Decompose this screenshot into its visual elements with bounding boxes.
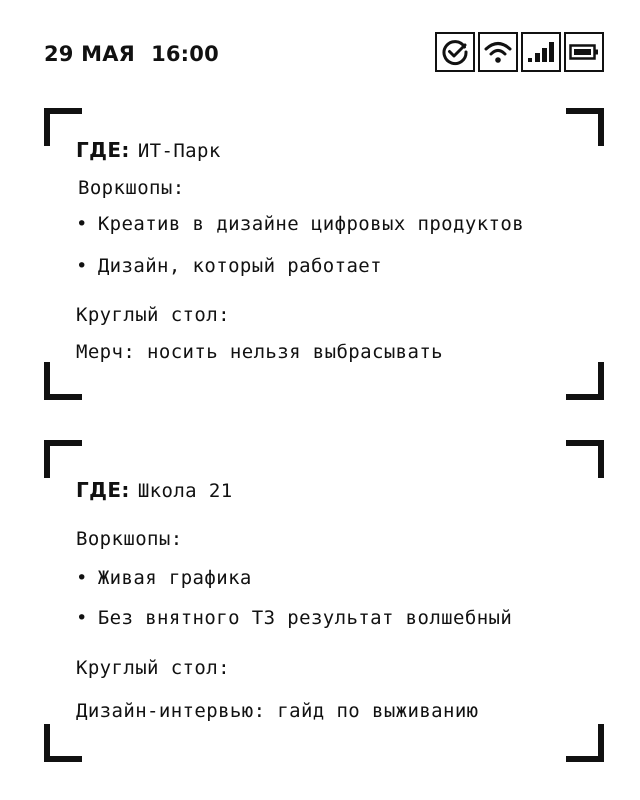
signal-icon[interactable] — [521, 32, 561, 72]
roundtable-label: Круглый стол: — [76, 304, 230, 326]
date-time — [44, 42, 219, 66]
event-location — [76, 478, 233, 503]
event-card — [44, 108, 604, 400]
roundtable-label: Круглый стол: — [76, 657, 230, 679]
check-circle-icon[interactable] — [435, 32, 475, 72]
bullet: • — [76, 255, 88, 277]
frame-corner — [566, 724, 604, 762]
wifi-icon[interactable] — [478, 32, 518, 72]
where-label: ГДЕ: — [76, 478, 130, 502]
event-location — [76, 138, 221, 163]
workshop-item — [76, 212, 524, 236]
roundtable-topic: Дизайн-интервью: гайд по выживанию — [76, 700, 479, 722]
frame-corner — [566, 362, 604, 400]
frame-corner — [44, 440, 82, 478]
status-icons — [435, 32, 604, 72]
where-value: Школа 21 — [137, 480, 233, 502]
frame-corner — [44, 724, 82, 762]
status-time: 16:00 — [151, 42, 219, 66]
workshop-item — [76, 606, 512, 630]
workshop-item — [76, 254, 382, 278]
bullet: • — [76, 213, 88, 235]
workshop-title: Живая графика — [97, 567, 252, 589]
frame-corner — [566, 440, 604, 478]
battery-icon[interactable] — [564, 32, 604, 72]
where-label: ГДЕ: — [76, 138, 130, 162]
workshop-title: Дизайн, который работает — [97, 255, 382, 277]
event-card — [44, 440, 604, 762]
where-value: ИТ-Парк — [137, 140, 221, 162]
frame-corner — [566, 108, 604, 146]
frame-corner — [44, 362, 82, 400]
workshops-label: Воркшопы: — [76, 528, 183, 550]
status-date: 29 МАЯ — [44, 42, 136, 66]
bullet: • — [76, 567, 88, 589]
workshop-title: Без внятного ТЗ результат волшебный — [97, 607, 513, 629]
workshop-title: Креатив в дизайне цифровых продуктов — [97, 213, 525, 235]
status-bar — [44, 32, 604, 76]
roundtable-topic: Мерч: носить нельзя выбрасывать — [76, 341, 444, 363]
workshops-label: Воркшопы: — [78, 177, 185, 199]
bullet: • — [76, 607, 88, 629]
workshop-item — [76, 566, 252, 590]
